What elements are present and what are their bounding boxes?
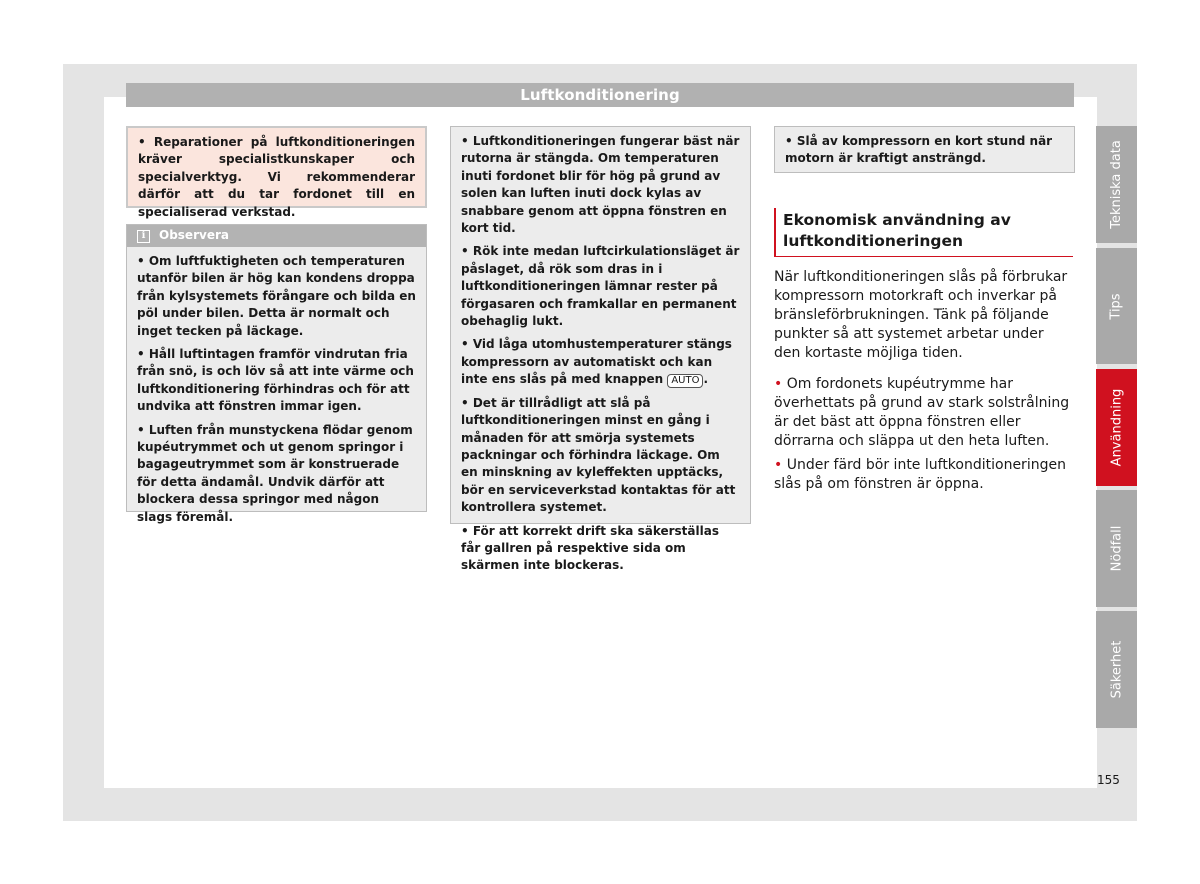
note-header (127, 225, 426, 247)
note-item: • Om luftfuktigheten och temperaturen utanför bilen är hög kan kondens droppa från kylsystemets förångare och bilda en pöl under bilen. Detta är normalt och inget tecken på läckage. (137, 254, 416, 338)
section-intro: När luftkonditioneringen slås på förbrukar kompressorn motorkraft och inverkar på bränsleförbrukningen. Tänk på följande punkter så att systemet arbetar under den kortaste möjliga tiden. (774, 269, 1068, 361)
section-bullet (774, 456, 1074, 494)
info-item: • För att korrekt drift ska säkerställas får gallren på respektive sida om skärmen inte blockeras. (461, 523, 719, 573)
bullet-icon: • (774, 376, 783, 392)
note-item: • Luften från munstyckena flödar genom kupéutrymmet och ut genom springor i bagageutrymmet som är konstruerade för detta ändamål. Undvik därför att blockera dessa springor med någon slags föremål. (137, 422, 413, 524)
note-item: • Håll luftintagen framför vindrutan fria från snö, is och löv så att inte värme och luftkonditionering förhindras och för att undvika att fönstren immar igen. (137, 347, 414, 414)
info-box-right (774, 126, 1075, 173)
tab-tekniska-data[interactable] (1096, 126, 1137, 243)
info-item: • Rök inte medan luftcirkulationsläget är påslaget, då rök som dras in i luftkonditioneringen lämnar rester på förgasaren och framkallar en permanent obehaglig lukt. (461, 244, 740, 329)
note-heading: Observera (159, 228, 229, 243)
tab-nodfall[interactable] (1096, 490, 1137, 607)
tab-label: Tekniska data (1109, 140, 1124, 229)
tab-label: Säkerhet (1109, 640, 1125, 699)
note-box (126, 224, 427, 524)
section-bullet (774, 375, 1074, 451)
auto-item-suffix: . (703, 372, 709, 387)
warning-box (126, 126, 427, 219)
tab-anvandning[interactable] (1096, 369, 1137, 486)
tab-label: Tips (1109, 292, 1124, 320)
info-item-auto (461, 336, 740, 388)
tab-sakerhet[interactable] (1096, 611, 1137, 728)
section-title: Ekonomisk användning av luftkonditioneringen (774, 208, 1073, 257)
bullet-icon: • (774, 457, 783, 473)
info-item: • Det är tillrådligt att slå på luftkonditioneringen minst en gång i månaden för att smörja systemets packningar och förhindra läckage. Om en minskning av kyleffekten upptäcks, bör en serviceverkstad kontaktas för att kontrollera systemet. (461, 395, 736, 515)
chapter-title: Luftkonditionering (520, 86, 680, 104)
tab-label: Nödfall (1109, 525, 1125, 572)
bullet-text: Under färd bör inte luftkonditioneringen slås på om fönstren är öppna. (774, 457, 1066, 492)
bullet-text: Om fordonets kupéutrymme har överhettats på grund av stark solstrålning är det bäst att öppna fönstren eller dörrarna och släppa ut den heta luften. (774, 376, 1070, 449)
warning-text: • Reparationer på luftkonditioneringen kräver specialistkunskaper och specialverktyg. Vi rekommenderar därför att du tar fordonet till en specialiserad verkstad. (138, 135, 415, 219)
note-body (127, 247, 426, 530)
page-number: 155 (1097, 773, 1120, 787)
chapter-header (126, 83, 1074, 107)
info-item: • Slå av kompressorn en kort stund när motorn är kraftigt ansträngd. (785, 134, 1053, 166)
info-item: • Luftkonditioneringen fungerar bäst när rutorna är stängda. Om temperaturen inuti fordonet blir för hög på grund av solen kan luften inuti dock kylas av snabbare genom att öppna fönstren en kort tid. (461, 134, 740, 236)
info-icon: i (137, 230, 150, 243)
tab-tips[interactable] (1096, 248, 1137, 364)
auto-key: AUTO (667, 374, 703, 388)
auto-item-text: • Vid låga utomhustemperaturer stängs kompressorn av automatiskt och kan inte ens slås på med knappen (461, 337, 732, 387)
tab-label: Användning (1109, 388, 1125, 467)
info-box-middle (450, 126, 751, 573)
